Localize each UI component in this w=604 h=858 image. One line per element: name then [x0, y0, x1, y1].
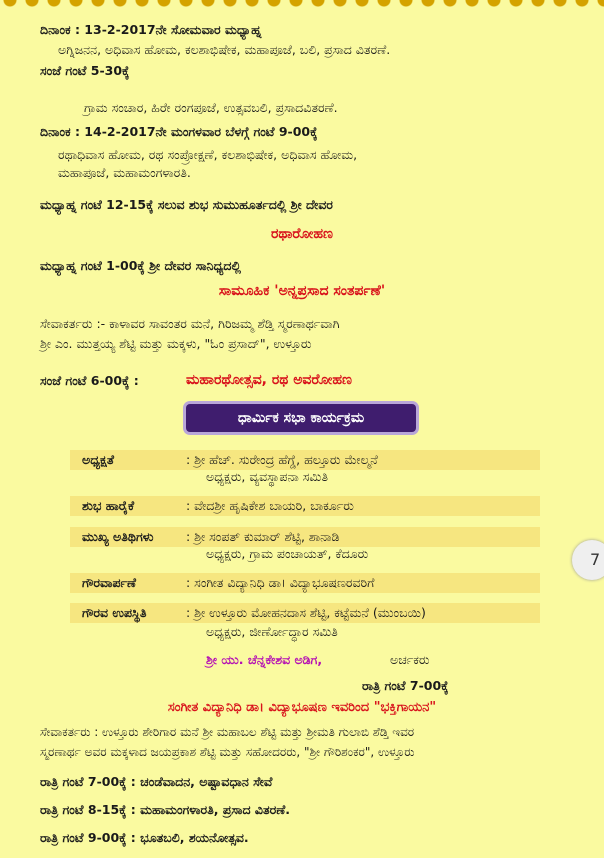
night-schedule: ರಾತ್ರಿ ಗಂಟೆ 7-00ಕ್ಕೆ : ಚಂಡೆವಾದನ, ಅಷ್ಟಾವಧಾನ ಸೇವೆ — [40, 774, 273, 789]
time-line: ಸಂಜೆ ಗಂಟೆ 5-30ಕ್ಕೆ — [40, 63, 130, 78]
schedule-text: ಗ್ರಾಮ ಸಂಚಾರ, ಹಿರೇ ರಂಗಪೂಜೆ, ಉತ್ಸವಬಲಿ, ಪ್ರಸಾದವಿತರಣೆ. — [84, 100, 338, 115]
sevakartaru-line: ಸೇವಾಕರ್ತರು : ಉಳ್ತೂರು ಶೇರಿಗಾರ ಮನೆ ಶ್ರೀ ಮಹಾಬಲ ಶೆಟ್ಟಿ ಮತ್ತು ಶ್ರೀಮತಿ ಗುಲಾಬಿ ಶೆಡ್ತಿ ಇವರ — [40, 725, 415, 739]
row-label: ಮುಖ್ಯ ಅತಿಥಿಗಳು — [82, 529, 154, 544]
schedule-text: ರಥಾಧಿವಾಸ ಹೋಮ, ರಥ ಸಂಪ್ರೋಕ್ಷಣೆ, ಕಲಶಾಭಿಷೇಕ, ಅಧಿವಾಸ ಹೋಮ, — [58, 147, 358, 162]
row-label: ಗೌರವ ಉಪಸ್ಥಿತಿ — [82, 605, 147, 620]
evening-time: ಸಂಜೆ ಗಂಟೆ 6-00ಕ್ಕೆ : — [40, 373, 139, 388]
row-value: ಅಧ್ಯಕ್ಷರು, ವ್ಯವಸ್ಥಾಪನಾ ಸಮಿತಿ — [206, 469, 328, 484]
row-label: ಶುಭ ಹಾರೈಕೆ — [82, 498, 135, 513]
sevakartaru-line: ಸೇವಾಕರ್ತರು :- ಕಾಳಾವರ ಸಾವಂತರ ಮನೆ, ಗಿರಿಜಮ್ಮ ಶೆಡ್ತಿ ಸ್ಮರಣಾರ್ಥವಾಗಿ — [40, 316, 340, 331]
row-value: : ವೇದಶ್ರೀ ಹೃಷಿಕೇಶ ಬಾಯರಿ, ಬಾರ್ಕೂರು — [186, 498, 354, 513]
archaka-name: ಶ್ರೀ ಯು. ಚೆನ್ನಕೇಶವ ಅಡಿಗ, — [206, 652, 323, 667]
muhurta-line: ಮಧ್ಯಾಹ್ನ ಗಂಟೆ 12-15ಕ್ಕೆ ಸಲುವ ಶುಭ ಸುಮುಹೂರ್ತದಲ್ಲಿ ಶ್ರೀ ದೇವರ — [40, 197, 333, 212]
row-value: : ಸಂಗೀತ ವಿದ್ಯಾನಿಧಿ ಡಾ। ವಿದ್ಯಾಭೂಷಣರವರಿಗೆ — [186, 575, 375, 590]
date-line-1: ದಿನಾಂಕ : 13-2-2017ನೇ ಸೋಮವಾರ ಮಧ್ಯಾಹ್ನ — [40, 22, 262, 37]
maharathotsava-heading: ಮಹಾರಥೋತ್ಸವ, ರಥ ಅವರೋಹಣ — [186, 372, 352, 388]
archaka-role: ಅರ್ಚಕರು — [390, 652, 430, 667]
afternoon-line: ಮಧ್ಯಾಹ್ನ ಗಂಟೆ 1-00ಕ್ಕೆ ಶ್ರೀ ದೇವರ ಸಾನಿಧ್ಯದಲ್ಲಿ — [40, 258, 241, 273]
row-label: ಗೌರವಾರ್ಪಣೆ — [82, 575, 137, 590]
row-value: : ಶ್ರೀ ಸಂಪತ್ ಕುಮಾರ್ ಶೆಟ್ಟಿ, ಶಾನಾಡಿ — [186, 529, 340, 544]
sevakartaru-line: ಶ್ರೀ ಎಂ. ಮುತ್ತಯ್ಯ ಶೆಟ್ಟಿ ಮತ್ತು ಮಕ್ಕಳು, "ಓಂ ಪ್ರಸಾದ್", ಉಳ್ತೂರು — [40, 336, 312, 351]
row-value: : ಶ್ರೀ ಹೆಚ್. ಸುರೇಂದ್ರ ಹೆಗ್ಡೆ, ಹಲ್ತೂರು ಮೇಲ್ಮನೆ — [186, 452, 378, 467]
row-value: ಅಧ್ಯಕ್ಷರು, ಗ್ರಾಮ ಪಂಚಾಯತ್, ಕೆದೂರು — [206, 546, 369, 561]
rathorohana-heading: ರಥಾರೋಹಣ — [271, 226, 333, 242]
schedule-text: ಮಹಾಪೂಜೆ, ಮಹಾಮಂಗಳಾರತಿ. — [58, 165, 191, 180]
sevakartaru-line: ಸ್ಮರಣಾರ್ಥ ಅವರ ಮಕ್ಕಳಾದ ಜಯಪ್ರಕಾಶ ಶೆಟ್ಟಿ ಮತ್ತು ಸಹೋದರರು, "ಶ್ರೀ ಗೌರಿಶಂಕರ", ಉಳ್ತೂರು — [40, 745, 415, 759]
row-value: ಅಧ್ಯಕ್ಷರು, ಜೀರ್ಣೋದ್ಧಾರ ಸಮಿತಿ — [206, 624, 338, 639]
row-value: : ಶ್ರೀ ಉಳ್ತೂರು ಮೋಹನದಾಸ ಶೆಟ್ಟಿ, ಕಟ್ಟೆಮನೆ (ಮುಂಬಯಿ) — [186, 605, 426, 620]
decorative-border — [0, 0, 604, 16]
schedule-text: ಅಗ್ನಿಜನನ, ಅಧಿವಾಸ ಹೋಮ, ಕಲಶಾಭಿಷೇಕ, ಮಹಾಪೂಜೆ, ಬಲಿ, ಪ್ರಸಾದ ವಿತರಣೆ. — [58, 42, 391, 57]
night-time: ರಾತ್ರಿ ಗಂಟೆ 7-00ಕ್ಕೆ — [362, 678, 449, 693]
annaprasada-heading: ಸಾಮೂಹಿಕ 'ಅನ್ನಪ್ರಸಾದ ಸಂತರ್ಪಣೆ' — [218, 283, 386, 299]
row-label: ಅಧ್ಯಕ್ಷತೆ — [82, 452, 114, 467]
bhaktigayana-heading: ಸಂಗೀತ ವಿದ್ಯಾನಿಧಿ ಡಾ। ವಿದ್ಯಾಭೂಷಣ ಇವರಿಂದ "ಭಕ್ತಿಗಾಯನ" — [167, 700, 437, 715]
night-schedule: ರಾತ್ರಿ ಗಂಟೆ 9-00ಕ್ಕೆ : ಭೂತಬಲಿ, ಶಯನೋತ್ಸವ. — [40, 830, 249, 845]
page-number-tab[interactable]: 7 — [572, 540, 604, 580]
sabha-title-box: ಧಾರ್ಮಿಕ ಸಭಾ ಕಾರ್ಯಕ್ರಮ — [186, 404, 416, 432]
night-schedule: ರಾತ್ರಿ ಗಂಟೆ 8-15ಕ್ಕೆ : ಮಹಾಮಂಗಳಾರತಿ, ಪ್ರಸಾದ ವಿತರಣೆ. — [40, 802, 291, 817]
date-line-2: ದಿನಾಂಕ : 14-2-2017ನೇ ಮಂಗಳವಾರ ಬೆಳಗ್ಗೆ ಗಂಟೆ 9-00ಕ್ಕೆ — [40, 124, 318, 139]
